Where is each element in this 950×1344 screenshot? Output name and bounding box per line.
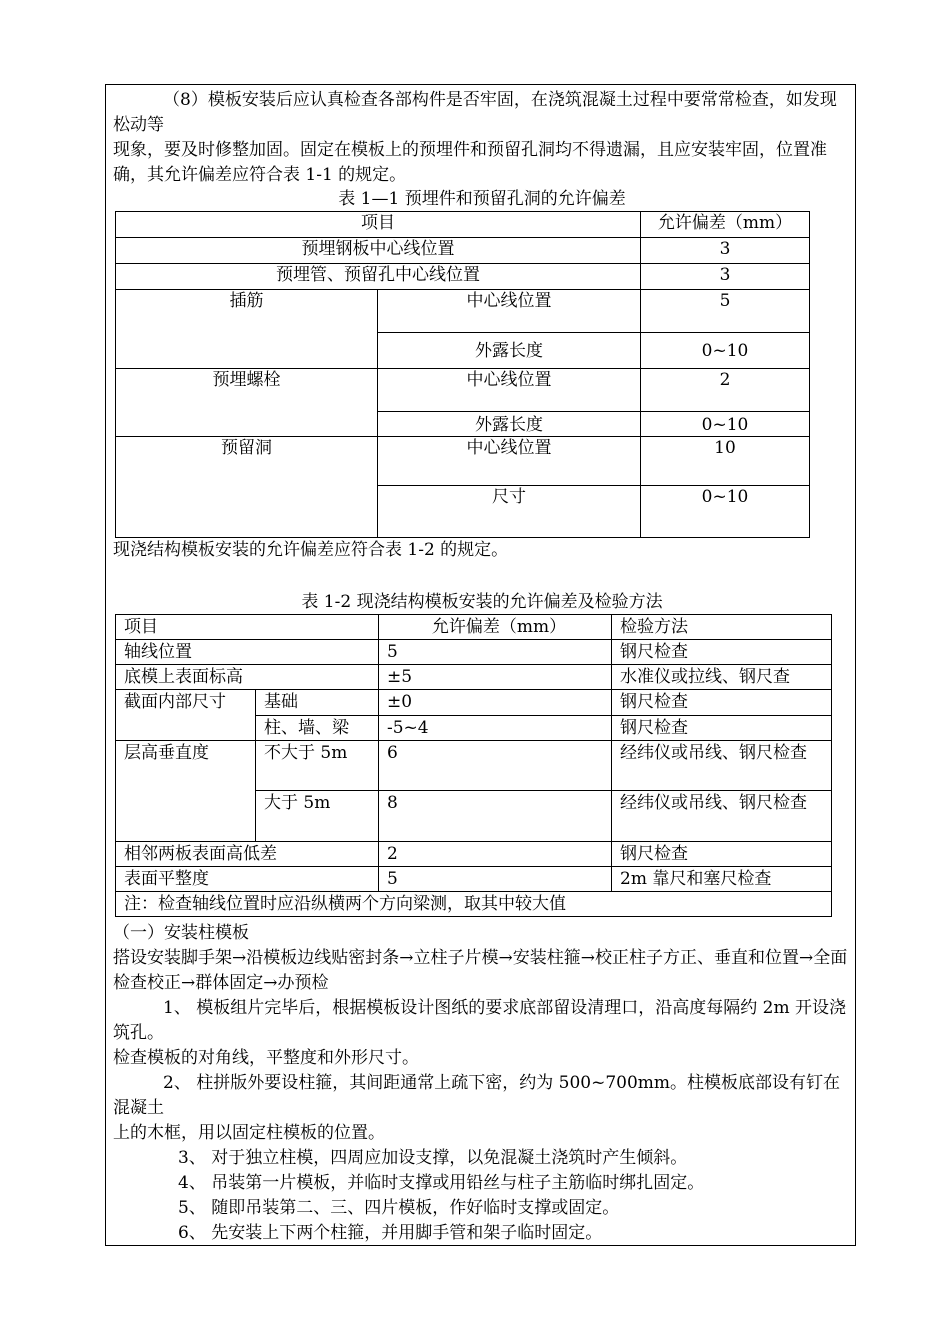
table2-note: 注：检查轴线位置时应沿纵横两个方向梁测，取其中较大值 xyxy=(116,892,832,917)
table2-cell: 柱、墙、梁 xyxy=(256,716,379,741)
paragraph-8-line2: 现象，要及时修整加固。固定在模板上的预埋件和预留孔洞均不得遗漏，且应安装牢固，位置准确，其允许偏差应符合表 1-1 的规定。 xyxy=(113,140,827,185)
step-1: 1、 模板组片完毕后，根据模板设计图纸的要求底部留设清理口，沿高度每隔约 2m 开设浇筑孔。 xyxy=(113,998,846,1043)
process-flow: 搭设安装脚手架→沿模板边线贴密封条→立柱子片模→安装柱箍→校正柱子方正、垂直和位置→全面检查校正→群体固定→办预检 xyxy=(113,948,848,993)
step-2-continued: 上的木框，用以固定柱模板的位置。 xyxy=(113,1123,385,1143)
table1 xyxy=(115,211,810,538)
table2-cell: 2m 靠尺和塞尺检查 xyxy=(612,867,832,892)
table2-cell: 8 xyxy=(379,791,612,842)
table2-group-label: 层高垂直度 xyxy=(116,741,256,842)
table2-intro: 现浇结构模板安装的允许偏差应符合表 1-2 的规定。 xyxy=(113,540,509,560)
table2-cell: 钢尺检查 xyxy=(612,640,832,665)
table1-cell: 5 xyxy=(641,290,810,333)
table2-cell: 经纬仪或吊线、钢尺检查 xyxy=(612,791,832,842)
table2-cell: 钢尺检查 xyxy=(612,842,832,867)
table2-cell: ±5 xyxy=(379,665,612,690)
table2-cell: 底模上表面标高 xyxy=(116,665,379,690)
table2-cell: 钢尺检查 xyxy=(612,716,832,741)
table2-cell: 表面平整度 xyxy=(116,867,379,892)
table2-cell: 经纬仪或吊线、钢尺检查 xyxy=(612,741,832,791)
step-2: 2、 柱拼版外要设柱箍，其间距通常上疏下密，约为 500~700mm。柱模板底部设有钉在混凝土 xyxy=(113,1073,841,1118)
table2-group-label: 截面内部尺寸 xyxy=(116,690,256,741)
table1-header-item: 项目 xyxy=(116,212,641,238)
table1-caption: 表 1—1 预埋件和预留孔洞的允许偏差 xyxy=(338,189,626,209)
step-6: 6、 先安装上下两个柱箍，并用脚手管和架子临时固定。 xyxy=(178,1223,603,1243)
table1-group-label: 预留洞 xyxy=(116,437,378,538)
table2-header-item: 项目 xyxy=(116,615,379,640)
table2-cell: -5~4 xyxy=(379,716,612,741)
table2-cell: 5 xyxy=(379,640,612,665)
table2 xyxy=(115,614,832,917)
paragraph-8-line1: （8）模板安装后应认真检查各部构件是否牢固，在浇筑混凝土过程中要常常检查，如发现松动等 xyxy=(113,90,837,135)
step-1-continued: 检查模板的对角线，平整度和外形尺寸。 xyxy=(113,1048,419,1068)
table1-cell: 外露长度 xyxy=(378,333,641,369)
step-3: 3、 对于独立柱模，四周应加设支撑，以免混凝土浇筑时产生倾斜。 xyxy=(178,1148,688,1168)
table1-cell: 中心线位置 xyxy=(378,290,641,333)
table1-group-label: 预埋螺栓 xyxy=(116,369,378,437)
table1-cell: 0~10 xyxy=(641,412,810,437)
table1-cell: 尺寸 xyxy=(378,486,641,538)
table1-group-label: 插筋 xyxy=(116,290,378,369)
table2-cell: 轴线位置 xyxy=(116,640,379,665)
table1-cell: 中心线位置 xyxy=(378,369,641,412)
table1-cell: 0~10 xyxy=(641,333,810,369)
table1-cell: 10 xyxy=(641,437,810,486)
table1-header-tolerance: 允许偏差（mm） xyxy=(641,212,810,238)
table1-cell: 3 xyxy=(641,238,810,264)
table2-cell: 大于 5m xyxy=(256,791,379,842)
table2-cell: 2 xyxy=(379,842,612,867)
table2-cell: 水准仪或拉线、钢尺查 xyxy=(612,665,832,690)
table2-caption: 表 1-2 现浇结构模板安装的允许偏差及检验方法 xyxy=(301,592,663,612)
table2-cell: 钢尺检查 xyxy=(612,690,832,716)
table1-cell: 0~10 xyxy=(641,486,810,538)
table2-header-tolerance: 允许偏差（mm） xyxy=(379,615,612,640)
table1-cell: 3 xyxy=(641,264,810,290)
table2-cell: 6 xyxy=(379,741,612,791)
step-4: 4、 吊装第一片模板，并临时支撑或用铅丝与柱子主筋临时绑扎固定。 xyxy=(178,1173,705,1193)
table2-cell: 5 xyxy=(379,867,612,892)
table1-cell: 预埋钢板中心线位置 xyxy=(116,238,641,264)
table2-header-method: 检验方法 xyxy=(612,615,832,640)
table2-cell: 基础 xyxy=(256,690,379,716)
table2-cell: 不大于 5m xyxy=(256,741,379,791)
table1-cell: 外露长度 xyxy=(378,412,641,437)
section-heading: （一）安装柱模板 xyxy=(113,923,249,943)
table2-cell: 相邻两板表面高低差 xyxy=(116,842,379,867)
table2-cell: ±0 xyxy=(379,690,612,716)
step-5: 5、 随即吊装第二、三、四片模板，作好临时支撑或固定。 xyxy=(178,1198,620,1218)
table1-cell: 预埋管、预留孔中心线位置 xyxy=(116,264,641,290)
table1-cell: 2 xyxy=(641,369,810,412)
table1-cell: 中心线位置 xyxy=(378,437,641,486)
